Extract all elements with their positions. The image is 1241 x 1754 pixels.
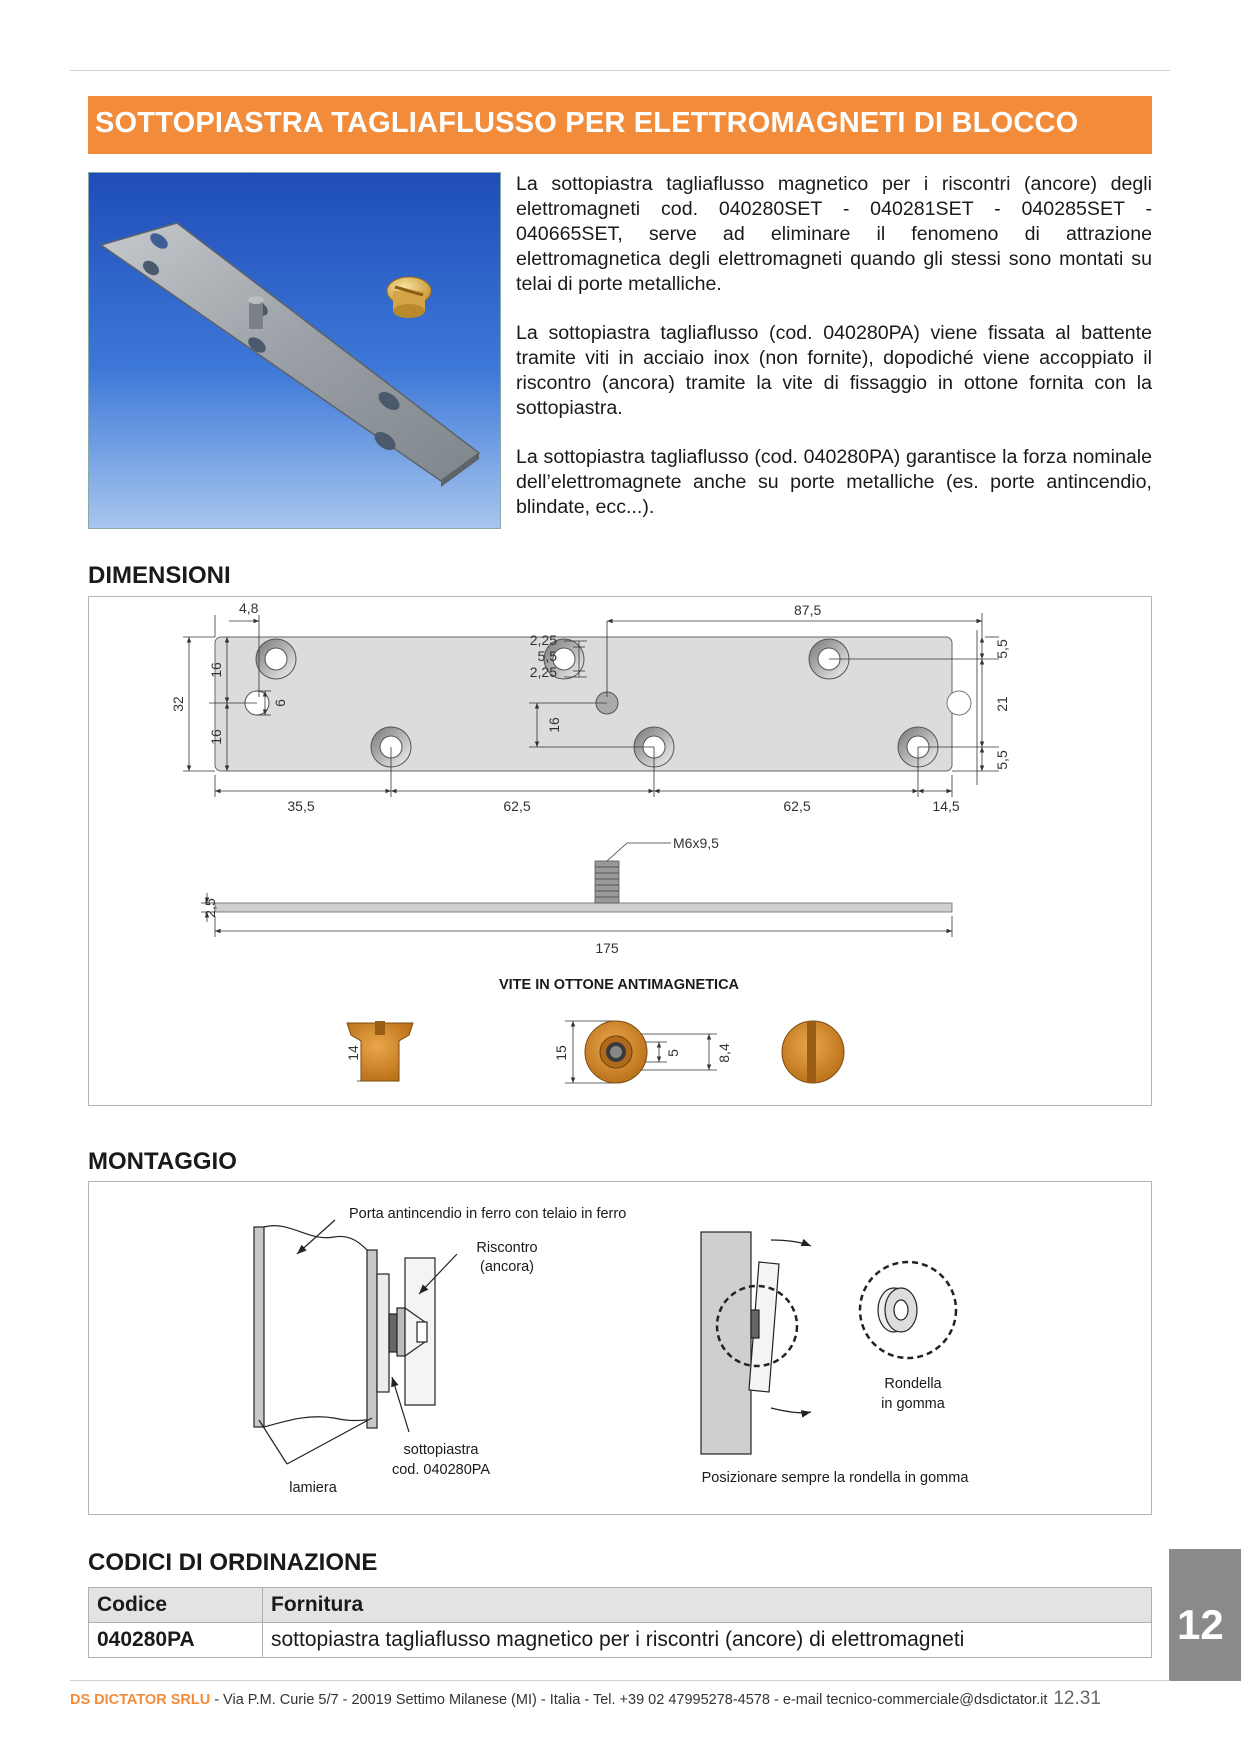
- intro-paragraph-1: La sottopiastra tagliaflusso magnetico per i riscontri (ancore) degli elettromagneti cod. 040280SET - 040281SET - 040285SET - 040665SET, serve ad eliminare il fenomeno di attrazione elettromagnetica degli elettromagneti quando gli stessi sono montati su telai di porte metalliche.: [516, 173, 1152, 295]
- product-photo: [88, 172, 501, 529]
- dimensioni-heading: DIMENSIONI: [88, 562, 231, 589]
- label-sottopiastra-1: sottopiastra: [403, 1442, 479, 1458]
- dim-15: 15: [553, 1045, 569, 1061]
- dim-87-5: 87,5: [794, 602, 822, 618]
- label-posizionare: Posizionare sempre la rondella in gomma: [701, 1470, 969, 1486]
- header-codice: Codice: [89, 1588, 263, 1623]
- vite-top: [782, 1021, 844, 1083]
- label-porta: Porta antincendio in ferro con telaio in ferro: [349, 1206, 627, 1222]
- dim-62-5-b: 62,5: [783, 798, 811, 814]
- montaggio-heading: MONTAGGIO: [88, 1148, 237, 1175]
- dim-175: 175: [595, 940, 619, 956]
- table-row: [89, 1623, 1152, 1658]
- dimension-drawing: [89, 597, 1151, 1105]
- label-rondella-2: in gomma: [881, 1396, 945, 1412]
- dim-5-5-right-bot: 5,5: [994, 750, 1010, 770]
- dim-8-4: 8,4: [716, 1043, 732, 1063]
- montaggio-drawing: [89, 1182, 1151, 1514]
- footer-company: DS DICTATOR SRLU: [70, 1692, 211, 1708]
- footer-rule: [70, 1680, 1170, 1681]
- codes-table: [88, 1587, 1152, 1658]
- footer-address: - Via P.M. Curie 5/7 - 20019 Settimo Milanese (MI) - Italia - Tel. +39 02 47995278-4578 - e-mail tecnico-commerciale@dsdictator.it: [210, 1692, 1048, 1708]
- dim-6: 6: [272, 699, 288, 707]
- codici-heading: CODICI DI ORDINAZIONE: [88, 1549, 378, 1576]
- label-lamiera: lamiera: [289, 1480, 337, 1496]
- header-fornitura: Fornitura: [263, 1588, 1152, 1623]
- dim-62-5-a: 62,5: [503, 798, 531, 814]
- dim-5: 5: [665, 1049, 681, 1057]
- product-photo-image: [89, 173, 500, 528]
- page-title: SOTTOPIASTRA TAGLIAFLUSSO PER ELETTROMAGNETI DI BLOCCO: [95, 107, 1079, 139]
- label-rondella-1: Rondella: [884, 1376, 942, 1392]
- dim-2-25-a: 2,25: [529, 632, 557, 648]
- intro-paragraph-2: La sottopiastra tagliaflusso (cod. 040280PA) viene fissata al battente tramite viti in acciaio inox (non fornite), dopodiché viene accoppiato il riscontro (ancora) tramite la vite di fissaggio in ottone fornita con la sottopiastra.: [516, 322, 1152, 419]
- title-bar: [88, 96, 1152, 154]
- dim-2-25-b: 2,25: [529, 664, 557, 680]
- footer: [70, 1688, 1101, 1710]
- dim-5-5-a: 5,5: [537, 648, 557, 664]
- montaggio-box: [88, 1181, 1152, 1515]
- dim-5-5-right-top: 5,5: [994, 639, 1010, 659]
- dim-14: 14: [345, 1045, 361, 1061]
- dim-16-left-top: 16: [208, 662, 224, 678]
- label-riscontro-1: Riscontro: [476, 1240, 538, 1256]
- dim-16-left-bot: 16: [208, 729, 224, 745]
- vite-title: VITE IN OTTONE ANTIMAGNETICA: [498, 977, 740, 993]
- vite-bottom: [585, 1021, 647, 1083]
- dim-16-mid: 16: [546, 717, 562, 733]
- cell-codice: 040280PA: [89, 1623, 263, 1658]
- label-sottopiastra-2: cod. 040280PA: [391, 1462, 491, 1478]
- dim-2-5: 2,5: [202, 898, 218, 918]
- dim-35-5: 35,5: [287, 798, 315, 814]
- chapter-tab: [1169, 1549, 1241, 1681]
- label-riscontro-2: (ancora): [480, 1259, 534, 1275]
- dimensioni-box: [88, 596, 1152, 1106]
- table-header-row: [89, 1588, 1152, 1623]
- dim-21: 21: [994, 696, 1010, 712]
- cell-fornitura: sottopiastra tagliaflusso magnetico per i riscontri (ancore) di elettromagneti: [263, 1623, 1152, 1658]
- intro-text: [516, 172, 1152, 544]
- top-rule: [70, 70, 1170, 71]
- dim-m6: M6x9,5: [673, 835, 719, 851]
- page-number: 12.31: [1053, 1688, 1101, 1709]
- intro-paragraph-3: La sottopiastra tagliaflusso (cod. 040280PA) garantisce la forza nominale dell’elettromagnete anche su porte metalliche (es. porte antincendio, blindate, ecc...).: [516, 446, 1152, 518]
- dim-14-5: 14,5: [932, 798, 960, 814]
- chapter-number: 12: [1177, 1601, 1224, 1648]
- dim-4-8: 4,8: [239, 600, 259, 616]
- dim-32: 32: [170, 696, 186, 712]
